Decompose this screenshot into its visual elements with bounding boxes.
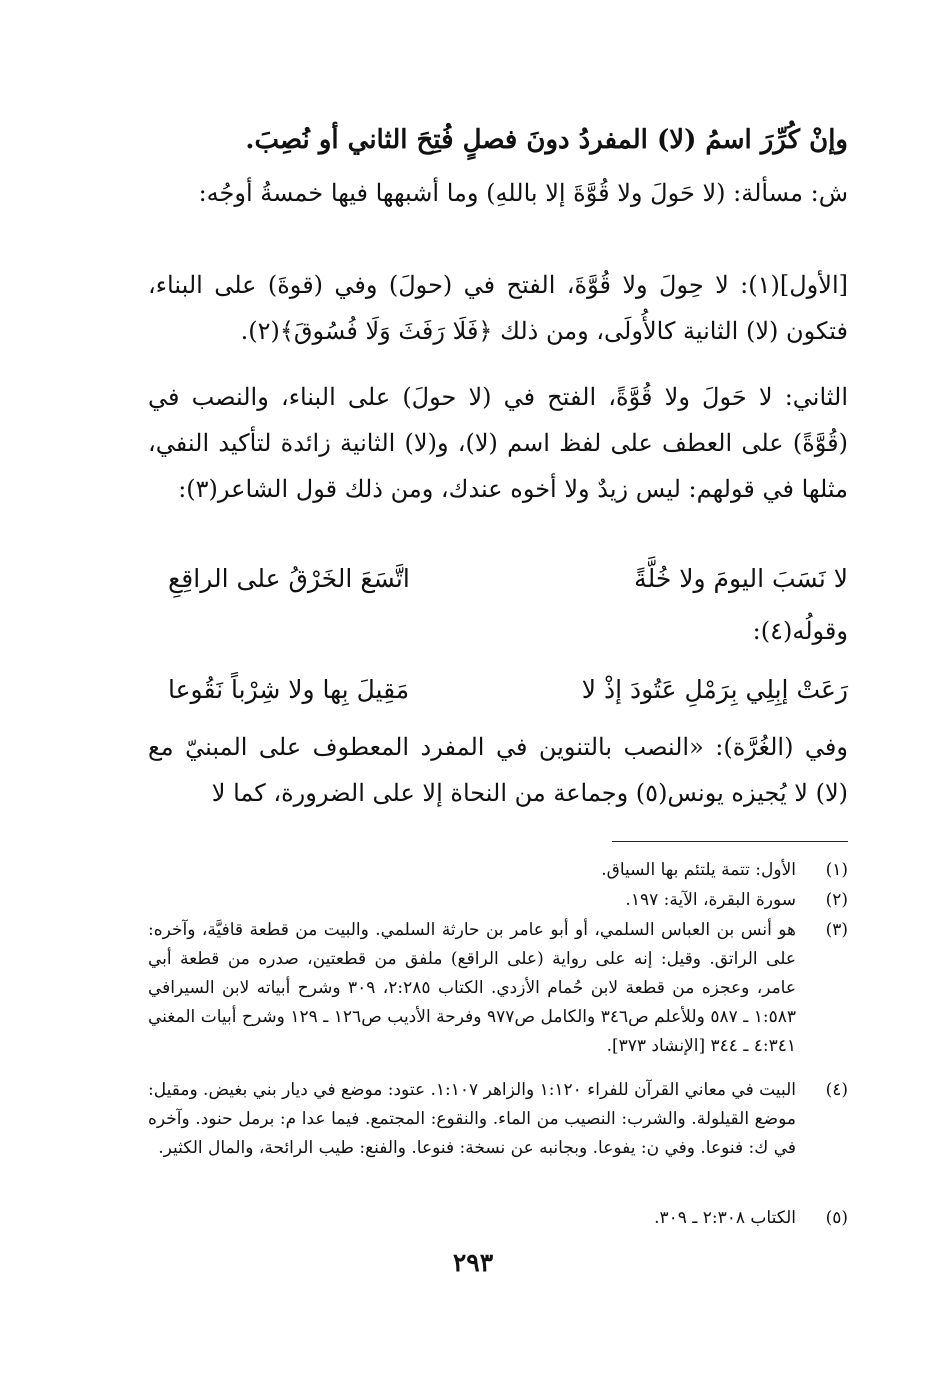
- section-heading: وإنْ كُرِّرَ اسمُ (لا) المفردُ دونَ فصلٍ فُتِحَ الثاني أو نُصِبَ.: [245, 125, 848, 155]
- verse-2-first-hemistich: رَعَتْ إبِلِي بِرَمْلِ عَتُودَ إذْ لا: [581, 675, 848, 704]
- footnote-separator: [612, 841, 848, 842]
- footnote: [148, 1204, 848, 1233]
- footnote-number: (١): [825, 860, 848, 880]
- footnote-text: سورة البقرة، الآية: ١٩٧.: [625, 890, 796, 910]
- verse-2-second-hemistich: مَقِيلَ بِها ولا شِرْباً نَقُوعا: [168, 675, 410, 704]
- footnote-number: (٤): [825, 1080, 848, 1100]
- footnote-number: (٥): [825, 1208, 848, 1228]
- paragraph-ghurra-quote: وفي (الغُرَّة): «النصب بالتنوين في المفرد المعطوف على المبنيّ مع (لا) لا يُجيزه يونس(٥) وجماعة من النحاة إلا على الضرورة، كما لا: [148, 733, 848, 807]
- footnote-text: الكتاب ٢:٣٠٨ ـ ٣٠٩.: [654, 1208, 796, 1228]
- paragraph-first-form: [الأول](١): لا حِولَ ولا قُوَّةَ، الفتح في (حولَ) وفي (قوةَ) على البناء، فتكون (لا) الثانية كالأُولَى، ومن ذلك ﴿فَلَا رَفَثَ وَلَا فُسُوقَ﴾(٢).: [148, 271, 848, 345]
- page-number: ٢٩٣: [452, 1248, 494, 1277]
- verse-1-second-hemistich: اتَّسَعَ الخَرْقُ على الراقِعِ: [168, 564, 410, 593]
- footnote-text: البيت في معاني القرآن للفراء ١:١٢٠ والزاهر ١:١٠٧. عتود: موضع في ديار بني بغيض. ومقيل: موضع القيلولة. والشرب: النصيب من الماء. والنقوع: المجتمع. فيما عدا م: برمل حنود. وآخره في ك: فنوعا. وفي ن: يفوعا. وبجانبه عن نسخة: فنوعا. والفنع: طيب الرائحة، والمال الكثير.: [148, 1080, 796, 1158]
- footnote: [148, 1076, 848, 1163]
- footnote-number: (٢): [825, 890, 848, 910]
- poetry-verse-2: [168, 668, 848, 712]
- footnote-text: الأول: تتمة يلتئم بها السياق.: [601, 860, 796, 880]
- footnote: [148, 886, 848, 915]
- poetry-verse-1: [168, 557, 848, 601]
- footnote-number: (٣): [825, 920, 848, 940]
- verse-2-intro: وقولُه(٤):: [752, 617, 848, 645]
- footnote-text: هو أنس بن العباس السلمي، أو أبو عامر بن حارثة السلمي. والبيت من قطعة قافيَّة، وآخره: على الراتق. وقيل: إنه على رواية (على الراقع) ملفق من قطعتين، صدره من قطعة أبي عامر، وعجزه من قطعة لابن حُمام الأزدي. الكتاب ٢:٢٨٥، ٣٠٩ وشرح أبياته لابن السيرافي ١:٥٨٣ ـ ٥٨٧ وللأعلم ص٣٤٦ والكامل ص٩٧٧ وفرحة الأديب ص١٢٦ ـ ١٢٩ وشرح أبيات المغني ٤:٣٤١ ـ ٣٤٤ [الإنشاد ٣٧٣].: [148, 920, 797, 1056]
- verse-1-first-hemistich: لا نَسَبَ اليومَ ولا خُلَّةً: [634, 564, 848, 593]
- footnote: [148, 916, 848, 1061]
- paragraph-second-form: الثاني: لا حَولَ ولا قُوَّةً، الفتح في (لا حولَ) على البناء، والنصب في (قُوَّةً) على العطف على لفظ اسم (لا)، و(لا) الثانية زائدة لتأكيد النفي، مثلها في قولهم: ليس زيدٌ ولا أخوه عندك، ومن ذلك قول الشاعر(٣):: [148, 383, 849, 503]
- paragraph-issue: ش: مسألة: (لا حَولَ ولا قُوَّةَ إلا باللهِ) وما أشبهها فيها خمسةُ أوجُه:: [198, 179, 848, 207]
- footnote: [148, 856, 848, 885]
